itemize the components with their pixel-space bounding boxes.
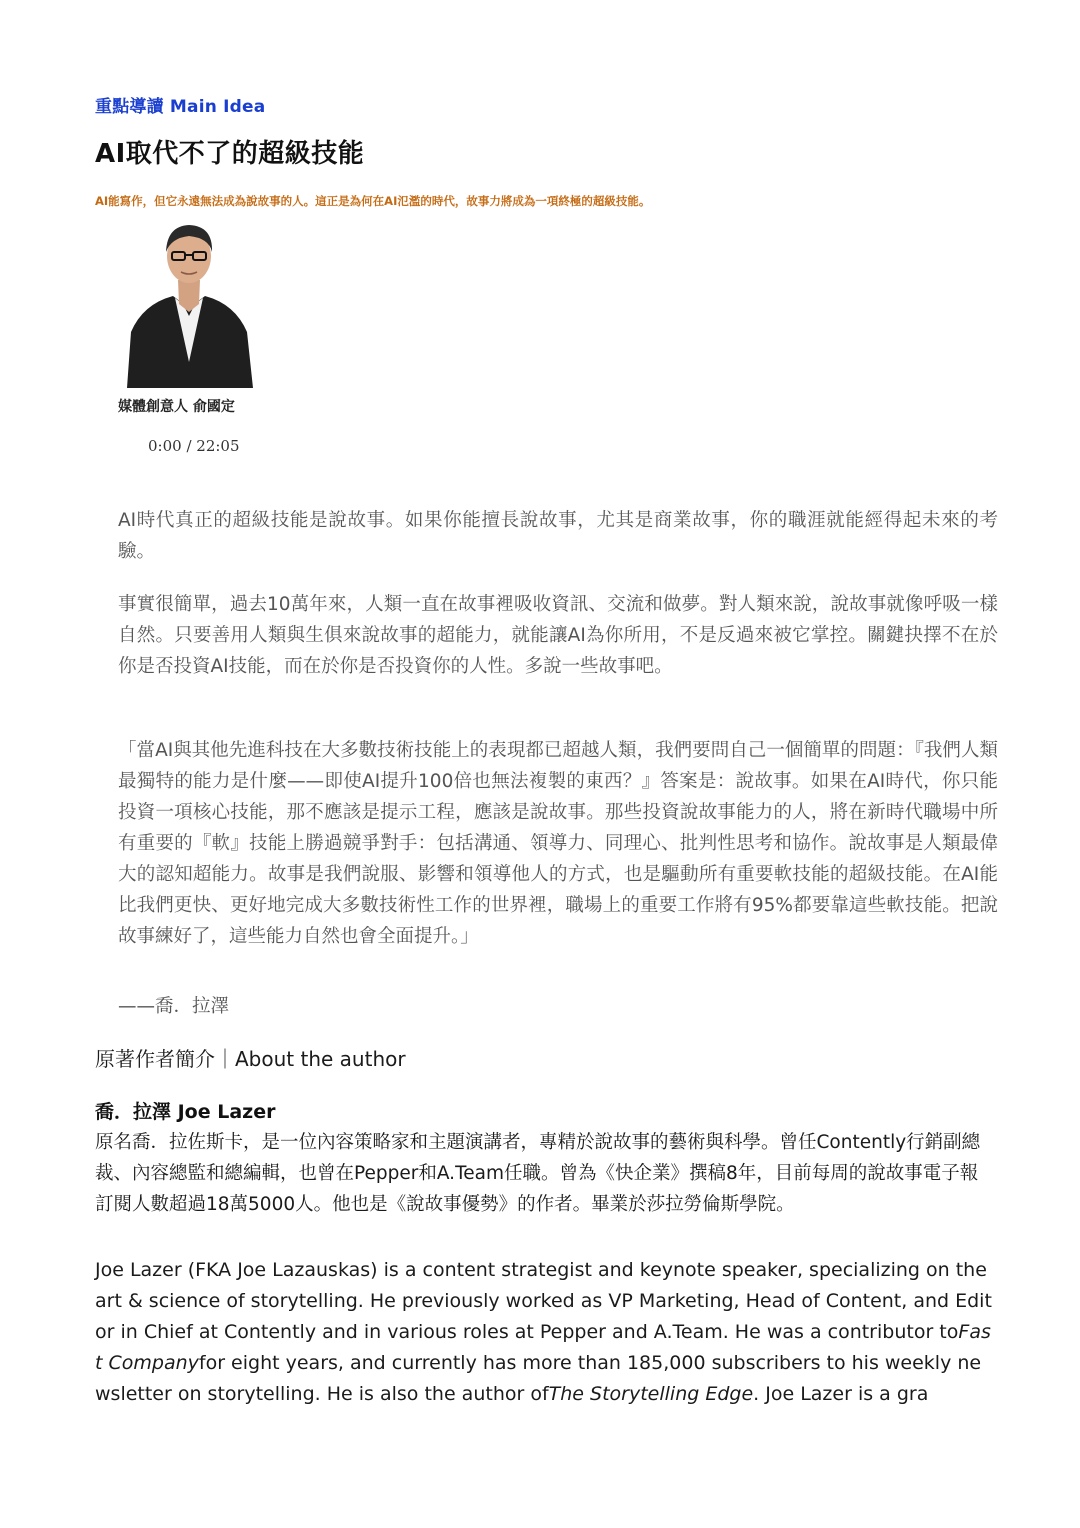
about-author-heading: 原著作者簡介｜About the author (95, 1047, 406, 1071)
bio-en-part-3: . Joe Lazer is a gra (753, 1383, 929, 1405)
bio-en-part-1: Joe Lazer (FKA Joe Lazauskas) is a content strategist and keynote speaker, specializing on the art & science of storytelling. He previously worked as VP Marketing, Head of Content, and Editor in Chief at Contently and in various roles at Pepper and A.Team. He was a contributor to (95, 1259, 992, 1343)
author-name: 喬．拉澤 Joe Lazer (95, 1101, 276, 1123)
article-quote: 「當AI與其他先進科技在大多數技術技能上的表現都已超越人類，我們要問自己一個簡單的問題：『我們人類最獨特的能力是什麼——即使AI提升100倍也無法複製的東西？』答案是：說故事。如果在AI時代，你只能投資一項核心技能，那不應該是提示工程，應該是說故事。那些投資說故事能力的人，將在新時代職場中所有重要的『軟』技能上勝過競爭對手：包括溝通、領導力、同理心、批判性思考和協作。說故事是人類最偉大的認知超能力。故事是我們說服、影響和領導他人的方式，也是驅動所有重要軟技能的超級技能。在AI能比我們更快、更好地完成大多數技術性工作的世界裡，職場上的重要工作將有95%都要靠這些軟技能。把說故事練好了，這些能力自然也會全面提升。」 (118, 740, 998, 947)
quote-attribution: ——喬．拉澤 (118, 996, 230, 1017)
audio-time-readout: 0:00 / 22:05 (148, 437, 240, 455)
article-paragraph-1: AI時代真正的超級技能是說故事。如果你能擅長說故事，尤其是商業故事，你的職涯就能經得起未來的考驗。 (118, 510, 998, 562)
page-title: AI取代不了的超級技能 (95, 139, 365, 169)
article-subtitle: AI能寫作，但它永遠無法成為說故事的人。這正是為何在AI氾濫的時代，故事力將成為一項終極的超級技能。 (95, 194, 651, 208)
author-bio-zh: 原名喬．拉佐斯卡，是一位內容策略家和主題演講者，專精於說故事的藝術與科學。曾任Contently行銷副總裁、內容總監和總編輯，也曾在Pepper和A.Team任職。曾為《快企業》撰稿8年，目前每周的說故事電子報訂閱人數超過18萬5000人。他也是《說故事優勢》的作者。畢業於莎拉勞倫斯學院。 (95, 1132, 981, 1215)
bio-en-book-title: The Storytelling Edge (548, 1383, 754, 1405)
bio-en-publication: Fast Company (95, 1321, 991, 1374)
section-tag: 重點導讀 Main Idea (95, 97, 266, 117)
portrait-image (123, 212, 255, 388)
author-portrait (123, 212, 255, 388)
author-bio-en (95, 1255, 995, 1410)
article-paragraph-2: 事實很簡單，過去10萬年來，人類一直在故事裡吸收資訊、交流和做夢。對人類來說，說故事就像呼吸一樣自然。只要善用人類與生俱來說故事的超能力，就能讓AI為你所用，不是反過來被它掌控。關鍵抉擇不在於你是否投資AI技能，而在於你是否投資你的人性。多說一些故事吧。 (118, 594, 998, 677)
bio-en-part-2: for eight years, and currently has more than 185,000 subscribers to his weekly newsletter on storytelling. He is also the author of (95, 1352, 982, 1405)
portrait-caption: 媒體創意人 俞國定 (118, 399, 235, 415)
